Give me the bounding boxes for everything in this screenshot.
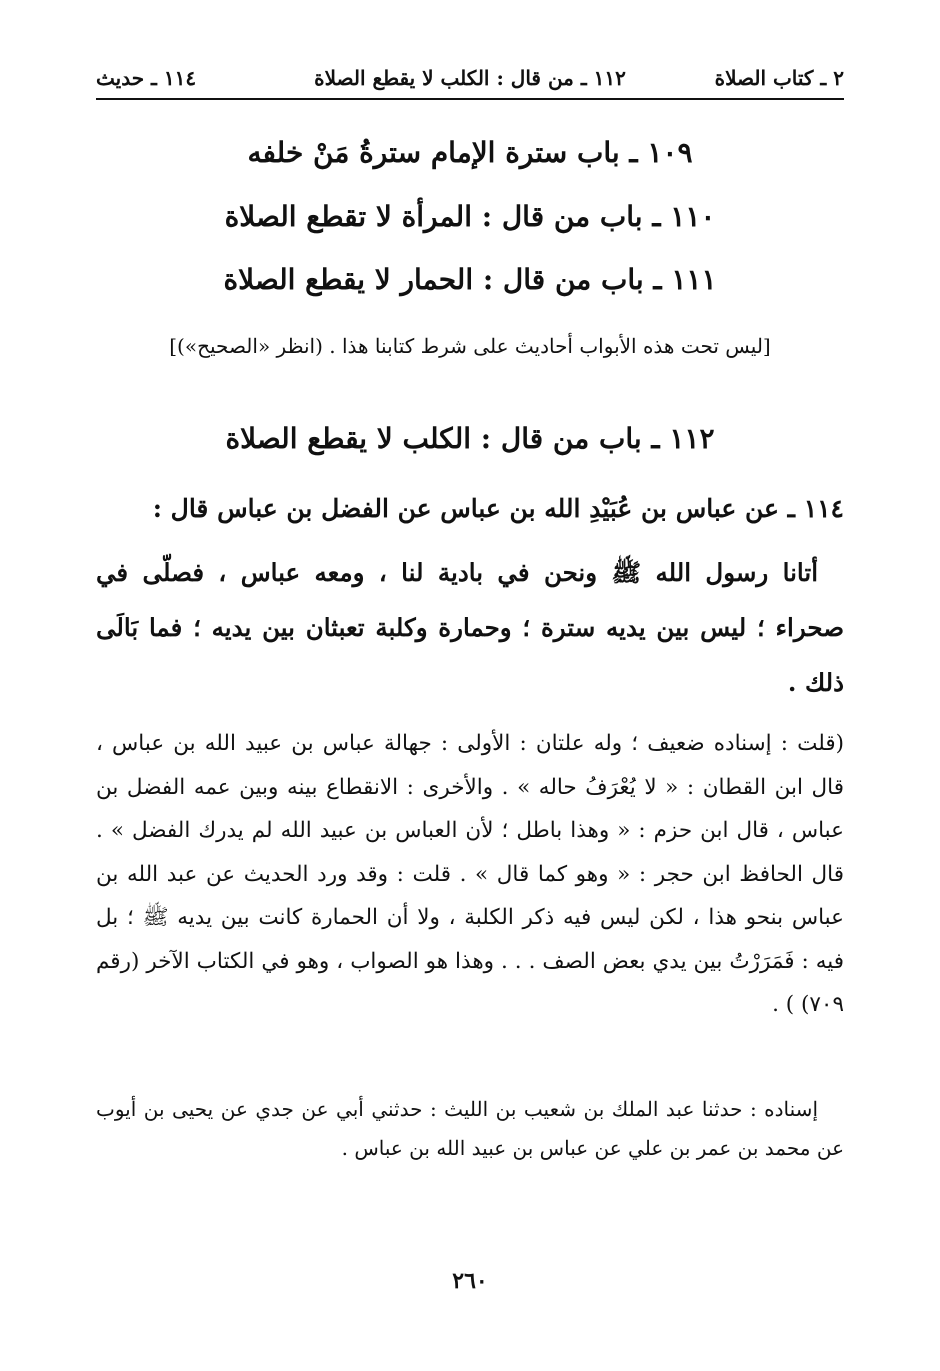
header-book-title: ٢ ـ كتاب الصلاة bbox=[714, 66, 844, 90]
hadith-heading: ١١٤ ـ عن عباس بن عُبَيْدِ الله بن عباس عن الفضل بن عباس قال : bbox=[152, 494, 844, 523]
header-hadith-number: ١١٤ ـ حديث bbox=[96, 66, 197, 90]
chapter-111-title: ١١١ ـ باب من قال : الحمار لا يقطع الصلاة bbox=[223, 263, 717, 296]
page-number: ٢٦٠ bbox=[452, 1268, 488, 1294]
isnad-paragraph: إسناده : حدثنا عبد الملك بن شعيب بن الليث : حدثني أبي عن جدي عن يحيى بن أيوب عن محمد بن عمر بن علي عن عباس بن عبيد الله بن عباس . bbox=[96, 1097, 844, 1160]
header-chapter-title: ١١٢ ـ من قال : الكلب لا يقطع الصلاة bbox=[314, 66, 626, 90]
chapter-109-title: ١٠٩ ـ باب سترة الإمام سترةُ مَنْ خلفه bbox=[247, 136, 693, 169]
hadith-text: أتانا رسول الله ﷺ ونحن في بادية لنا ، ومعه عباس ، فصلّى في صحراء ؛ ليس بين يديه سترة ؛ وحمارة وكلبة تعبثان بين يديه ؛ فما بَالَى ذلك . bbox=[96, 558, 844, 697]
editorial-note: [ليس تحت هذه الأبواب أحاديث على شرط كتابنا هذا . (انظر «الصحيح»)] bbox=[169, 334, 771, 358]
chapter-112-title: ١١٢ ـ باب من قال : الكلب لا يقطع الصلاة bbox=[225, 422, 715, 455]
chapter-110-title: ١١٠ ـ باب من قال : المرأة لا تقطع الصلاة bbox=[224, 200, 716, 233]
running-header bbox=[96, 58, 844, 100]
commentary-paragraph: (قلت : إسناده ضعيف ؛ وله علتان : الأولى : جهالة عباس بن عبيد الله بن عباس ، قال ابن القطان : « لا يُعْرَفُ حاله » . والأخرى : الانقطاع بينه وبين عمه الفضل بن عباس ، قال ابن حزم : « وهذا باطل ؛ لأن العباس بن عبيد الله لم يدرك الفضل » . قال الحافظ ابن حجر : « وهو كما قال » . قلت : وقد ورد الحديث عن عبد الله بن عباس بنحو هذا ، لكن ليس فيه ذكر الكلبة ، ولا أن الحمارة كانت بين يديه ﷺ ؛ بل فيه : فَمَرَرْتُ بين يدي بعض الصف . . . وهذا هو الصواب ، وهو في الكتاب الآخر (رقم ٧٠٩) ) . bbox=[96, 731, 844, 1017]
